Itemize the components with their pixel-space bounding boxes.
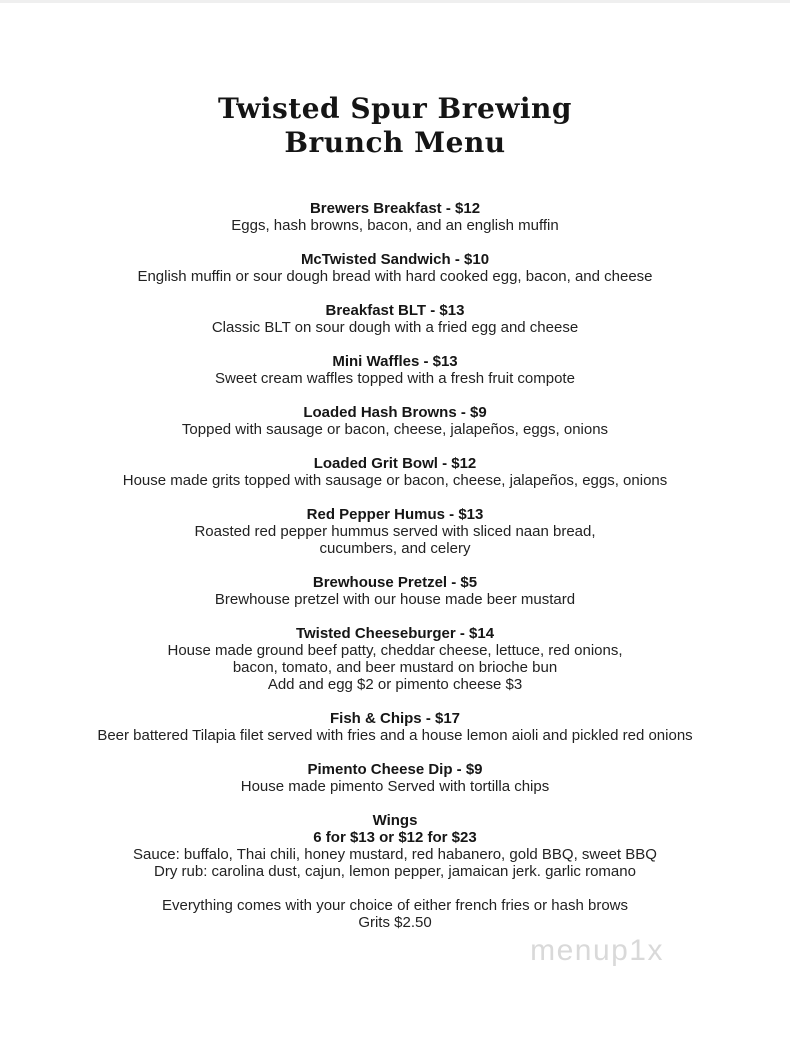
menu-item bbox=[0, 404, 790, 438]
menu-item bbox=[0, 812, 790, 880]
menu-item-description: Brewhouse pretzel with our house made beer mustard bbox=[214, 591, 576, 608]
menu-item bbox=[0, 200, 790, 234]
menu-item-description: Beer battered Tilapia filet served with fries and a house lemon aioli and pickled red onions bbox=[97, 727, 693, 744]
menu-item-description: House made ground beef patty, cheddar cheese, lettuce, red onions, bbox=[167, 642, 623, 659]
menu-type: Brunch Menu bbox=[284, 126, 506, 159]
menu-item-name: McTwisted Sandwich - $10 bbox=[300, 251, 490, 268]
menu-item-name: Mini Waffles - $13 bbox=[332, 353, 458, 370]
menu-item-description: Classic BLT on sour dough with a fried egg and cheese bbox=[211, 319, 579, 336]
menu-item-name: Red Pepper Humus - $13 bbox=[306, 506, 484, 523]
menu-item-description: Dry rub: carolina dust, cajun, lemon pepper, jamaican jerk. garlic romano bbox=[154, 863, 636, 880]
menu-item bbox=[0, 761, 790, 795]
menu-item-description: Topped with sausage or bacon, cheese, jalapeños, eggs, onions bbox=[181, 421, 609, 438]
footer-sides-note: Everything comes with your choice of either french fries or hash brows bbox=[161, 897, 629, 914]
menu-item bbox=[0, 574, 790, 608]
menu-item-name: Wings bbox=[372, 812, 418, 829]
menu-item-price-line: 6 for $13 or $12 for $23 bbox=[313, 829, 477, 846]
menu-item-description: bacon, tomato, and beer mustard on brioche bun bbox=[232, 659, 558, 676]
menu-items-list bbox=[0, 200, 790, 880]
menu-item-name: Twisted Cheeseburger - $14 bbox=[295, 625, 495, 642]
menu-item bbox=[0, 251, 790, 285]
menu-item-description: Eggs, hash browns, bacon, and an english muffin bbox=[231, 217, 559, 234]
menu-item-description: House made grits topped with sausage or bacon, cheese, jalapeños, eggs, onions bbox=[122, 472, 668, 489]
menu-item-description: Sweet cream waffles topped with a fresh fruit compote bbox=[215, 370, 575, 387]
menu-item-description: cucumbers, and celery bbox=[319, 540, 471, 557]
menupix-watermark: menup1x bbox=[530, 934, 664, 967]
menu-item-description: Sauce: buffalo, Thai chili, honey mustard, red habanero, gold BBQ, sweet BBQ bbox=[133, 846, 657, 863]
menu-item bbox=[0, 625, 790, 693]
menu-title bbox=[0, 92, 790, 160]
menu-item-description: House made pimento Served with tortilla chips bbox=[240, 778, 550, 795]
menu-item-name: Brewers Breakfast - $12 bbox=[309, 200, 481, 217]
menu-item bbox=[0, 455, 790, 489]
footer-grits-note: Grits $2.50 bbox=[358, 914, 432, 931]
menu-item-description: Add and egg $2 or pimento cheese $3 bbox=[267, 676, 523, 693]
menu-item bbox=[0, 710, 790, 744]
menu-item-name: Fish & Chips - $17 bbox=[329, 710, 461, 727]
menu-item-name: Loaded Grit Bowl - $12 bbox=[313, 455, 477, 472]
top-edge-strip bbox=[0, 0, 790, 3]
menu-item bbox=[0, 353, 790, 387]
menu-item-name: Pimento Cheese Dip - $9 bbox=[307, 761, 483, 778]
menu-item-description: Roasted red pepper hummus served with sliced naan bread, bbox=[194, 523, 596, 540]
menu-item bbox=[0, 506, 790, 557]
menu-item bbox=[0, 302, 790, 336]
menu-footer bbox=[0, 897, 790, 931]
menu-item-name: Breakfast BLT - $13 bbox=[325, 302, 465, 319]
menu-item-description: English muffin or sour dough bread with hard cooked egg, bacon, and cheese bbox=[137, 268, 653, 285]
menu-item-name: Loaded Hash Browns - $9 bbox=[303, 404, 487, 421]
restaurant-name: Twisted Spur Brewing bbox=[218, 92, 572, 125]
menu-document bbox=[0, 92, 790, 931]
menu-item-name: Brewhouse Pretzel - $5 bbox=[312, 574, 478, 591]
